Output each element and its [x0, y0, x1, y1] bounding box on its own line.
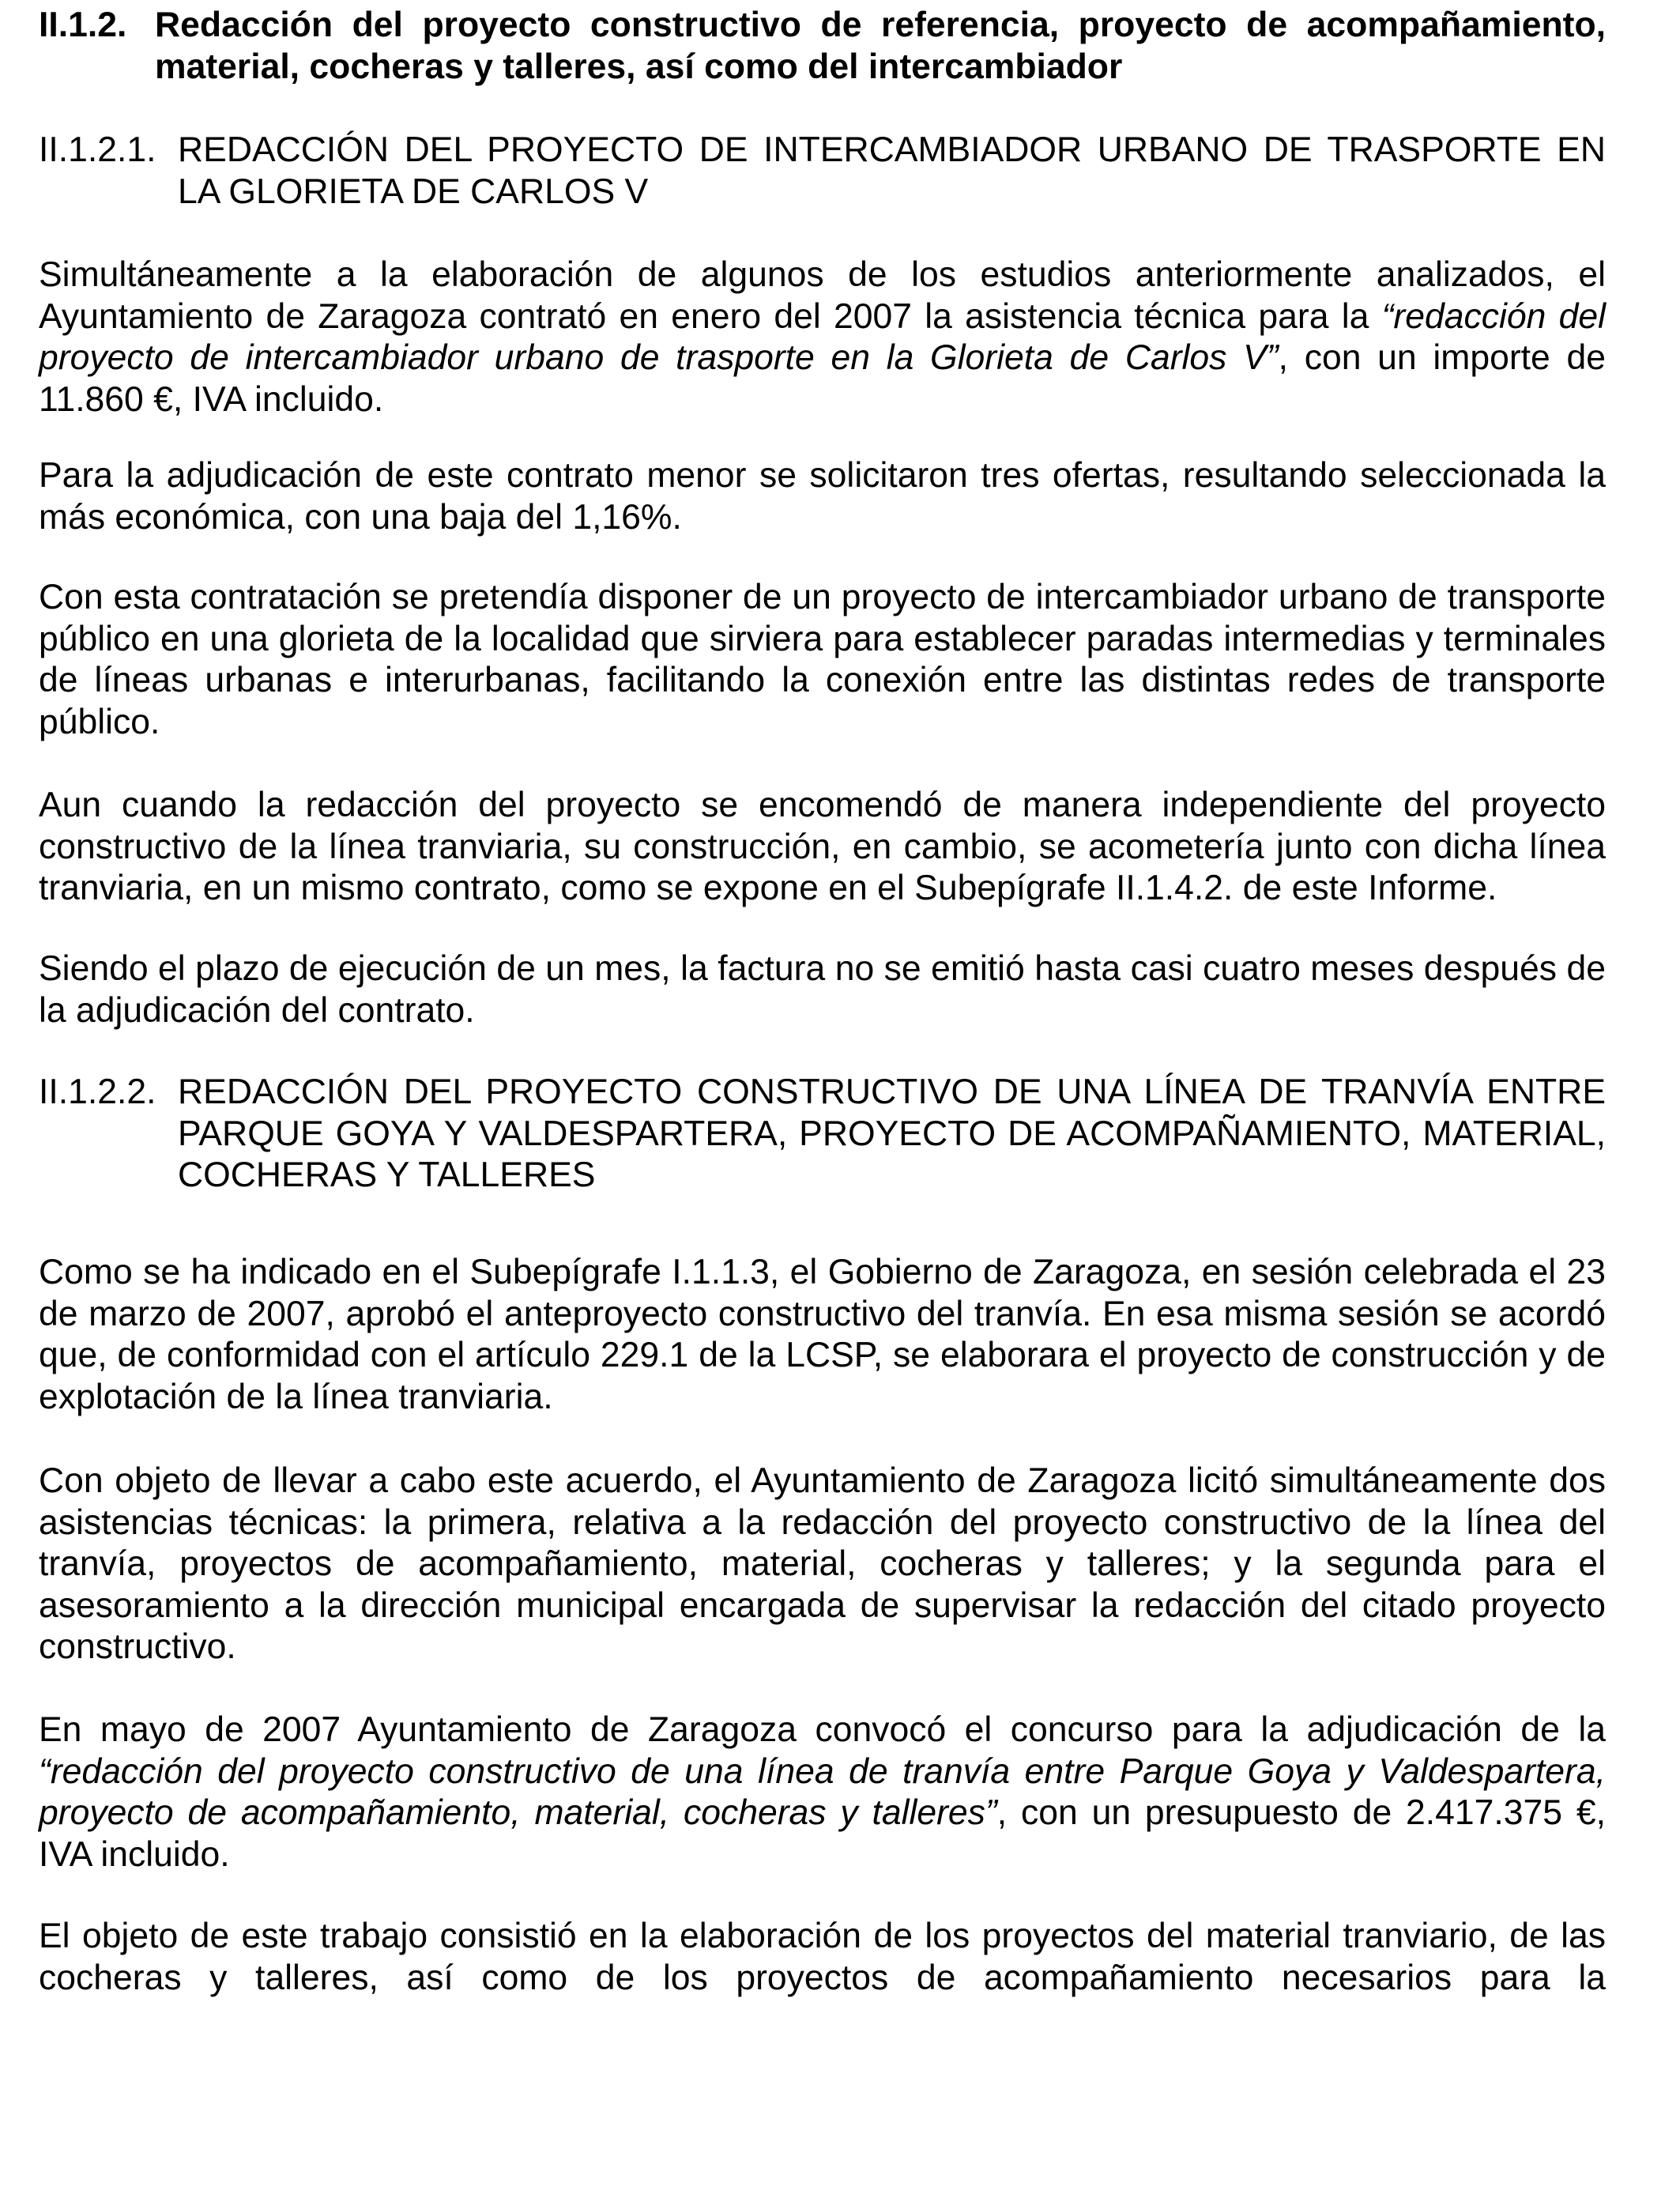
paragraph-8-text: En mayo de 2007 Ayuntamiento de Zaragoza convocó el concurso para la adjudicación de la — [39, 1710, 1606, 1749]
paragraph-9: El objeto de este trabajo consistió en la elaboración de los proyectos del material tranviario, de las cocheras y talleres, así como de los proyectos de acompañamiento necesarios para la — [39, 1917, 1606, 1997]
paragraph-8-quoted-title: “redacción del proyecto constructivo de una línea de tranvía entre Parque Goya y Valdespartera, proyecto de acompañamiento, material, cocheras y talleres” — [39, 1751, 1606, 1832]
section-number: II.1.2. — [39, 6, 127, 44]
subsection-2-title: REDACCIÓN DEL PROYECTO CONSTRUCTIVO DE UNA LÍNEA DE TRANVÍA ENTRE PARQUE GOYA Y VALDESPARTERA, PROYECTO DE ACOMPAÑAMIENTO, MATERIAL, COCHERAS Y TALLERES — [178, 1072, 1606, 1194]
subsection-1-heading — [39, 130, 1606, 213]
subsection-2-heading — [39, 1072, 1606, 1197]
paragraph-7: Con objeto de llevar a cabo este acuerdo, el Ayuntamiento de Zaragoza licitó simultáneamente dos asistencias técnicas: la primera, relativa a la redacción del proyecto constructivo de la línea del tranvía, proyectos de acompañamiento, material, cocheras y talleres; y la segunda para el asesoramiento a la dirección municipal encargada de supervisar la redacción del citado proyecto constructivo. — [39, 1461, 1606, 1666]
section-title: Redacción del proyecto constructivo de referencia, proyecto de acompañamiento, material, cocheras y talleres, así como del intercambiador — [155, 6, 1606, 86]
paragraph-3: Con esta contratación se pretendía disponer de un proyecto de intercambiador urbano de transporte público en una glorieta de la localidad que sirviera para establecer paradas intermedias y terminales de líneas urbanas e interurbanas, facilitando la conexión entre las distintas redes de transporte público. — [39, 578, 1606, 741]
paragraph-1 — [39, 254, 1606, 420]
paragraph-8-text-end: , con un presupuesto de 2.417.375 €, IVA incluido. — [39, 1793, 1606, 1874]
paragraph-2: Para la adjudicación de este contrato menor se solicitaron tres ofertas, resultando seleccionada la más económica, con una baja del 1,16%. — [39, 456, 1606, 537]
paragraph-8 — [39, 1710, 1606, 1875]
paragraph-1-quoted-title: “redacción del proyecto de intercambiador urbano de trasporte en la Glorieta de Carlos V” — [39, 296, 1607, 377]
subsection-1-title: REDACCIÓN DEL PROYECTO DE INTERCAMBIADOR URBANO DE TRASPORTE EN LA GLORIETA DE CARLOS V — [178, 130, 1606, 211]
paragraph-1-text: Simultáneamente a la elaboración de algunos de los estudios anteriormente analizados, el Ayuntamiento de Zaragoza contrató en enero del 2007 la asistencia técnica para la — [39, 255, 1606, 336]
paragraph-5: Siendo el plazo de ejecución de un mes, la factura no se emitió hasta casi cuatro meses después de la adjudicación del contrato. — [39, 949, 1606, 1030]
section-heading — [39, 5, 1606, 88]
subsection-2-number: II.1.2.2. — [39, 1072, 156, 1111]
paragraph-6: Como se ha indicado en el Subepígrafe I.1.1.3, el Gobierno de Zaragoza, en sesión celebrada el 23 de marzo de 2007, aprobó el anteproyecto constructivo del tranvía. En esa misma sesión se acordó que, de conformidad con el artículo 229.1 de la LCSP, se elaborara el proyecto de construcción y de explotación de la línea tranviaria. — [39, 1253, 1606, 1416]
subsection-1-number: II.1.2.1. — [39, 130, 156, 169]
paragraph-4: Aun cuando la redacción del proyecto se encomendó de manera independiente del proyecto constructivo de la línea tranviaria, su construcción, en cambio, se acometería junto con dicha línea tranviaria, en un mismo contrato, como se expone en el Subepígrafe II.1.4.2. de este Informe. — [39, 786, 1606, 907]
paragraph-1-text-end: , con un importe de 11.860 €, IVA incluido. — [39, 338, 1606, 419]
